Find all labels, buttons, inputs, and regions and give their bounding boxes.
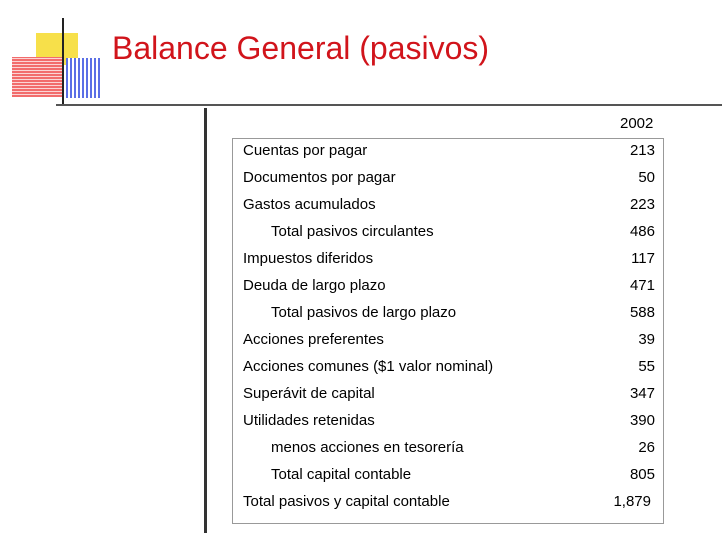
table-row — [233, 436, 663, 463]
row-value: 55 — [638, 358, 655, 375]
decor-vertical-line — [62, 18, 64, 106]
table-row — [233, 301, 663, 328]
row-label: Superávit de capital — [243, 385, 375, 402]
year-header: 2002 — [620, 115, 654, 132]
row-value: 471 — [629, 277, 655, 294]
row-label: Total pasivos de largo plazo — [271, 304, 457, 321]
row-value: 50 — [638, 169, 655, 186]
row-label: menos acciones en tesorería — [271, 439, 464, 456]
row-label: Acciones preferentes — [243, 331, 384, 348]
row-label: Deuda de largo plazo — [243, 277, 386, 294]
row-label: Gastos acumulados — [243, 196, 376, 213]
balance-table — [232, 138, 664, 524]
row-value: 588 — [629, 304, 655, 321]
row-value: 805 — [629, 466, 655, 483]
row-label: Impuestos diferidos — [243, 250, 374, 267]
row-value: 117 — [631, 250, 655, 267]
table-row — [233, 139, 663, 166]
row-label: Utilidades retenidas — [243, 412, 375, 429]
table-row — [233, 355, 663, 382]
table-row — [233, 247, 663, 274]
decor-horizontal-line — [56, 104, 722, 106]
row-value: 1,879 — [613, 493, 651, 510]
row-label: Cuentas por pagar — [243, 142, 368, 159]
row-label: Documentos por pagar — [243, 169, 396, 186]
table-row — [233, 490, 663, 517]
decor-blue-square — [66, 58, 100, 98]
row-label: Total pasivos y capital contable — [243, 493, 450, 510]
row-value: 26 — [638, 439, 655, 456]
row-label: Total pasivos circulantes — [271, 223, 434, 240]
row-value: 486 — [629, 223, 655, 240]
row-label: Total capital contable — [271, 466, 412, 483]
table-row — [233, 463, 663, 490]
row-value: 39 — [638, 331, 655, 348]
row-value: 390 — [629, 412, 655, 429]
decor-red-square — [12, 57, 64, 97]
table-row — [233, 274, 663, 301]
table-row — [233, 166, 663, 193]
table-left-bar — [204, 108, 207, 533]
table-row — [233, 328, 663, 355]
row-value: 347 — [629, 385, 655, 402]
row-value: 223 — [629, 196, 655, 213]
table-row — [233, 382, 663, 409]
row-value: 213 — [629, 142, 655, 159]
table-row — [233, 220, 663, 247]
page-title: Balance General (pasivos) — [112, 30, 490, 66]
table-row — [233, 409, 663, 436]
table-row — [233, 193, 663, 220]
row-label: Acciones comunes ($1 valor nominal) — [243, 358, 494, 375]
